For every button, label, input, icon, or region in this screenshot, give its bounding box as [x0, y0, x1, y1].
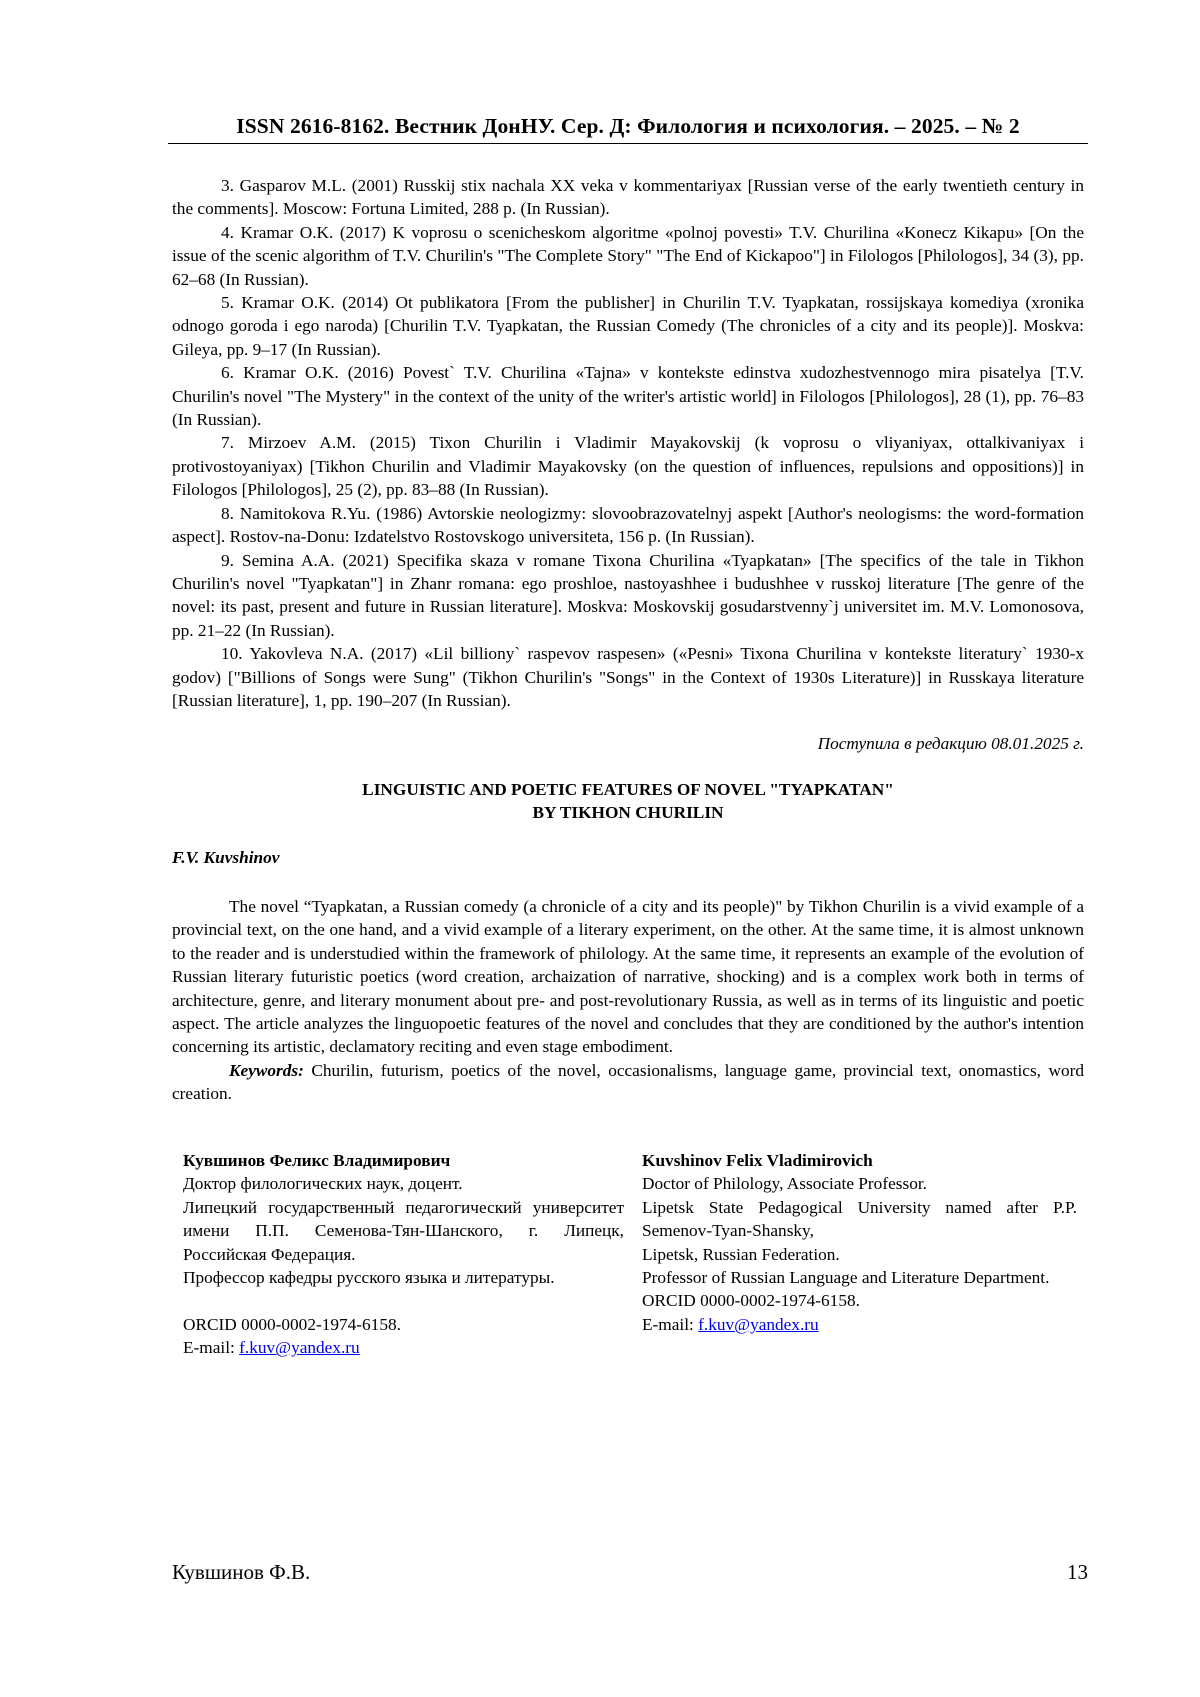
- page-number: 13: [1067, 1560, 1088, 1584]
- author-location-en: Lipetsk, Russian Federation.: [642, 1244, 840, 1264]
- reference-item: 5. Kramar O.K. (2014) Ot publikatora [From the publisher] in Churilin T.V. Tyapkatan, rossijskaya komediya (xronika odnogo goroda i ego naroda) [Churilin T.V. Tyapkatan, the Russian Comedy (The chronicles of a city and its people)]. Moskva: Gileya, pp. 9–17 (In Russian).: [172, 293, 1084, 359]
- keywords: [172, 1059, 1084, 1106]
- keywords-text: Churilin, futurism, poetics of the novel, occasionalisms, language game, provincial text, onomastics, word creation.: [172, 1060, 1084, 1104]
- author-position-en: Professor of Russian Language and Literature Department.: [642, 1268, 1050, 1288]
- author-email-en: [642, 1313, 1077, 1336]
- running-header: ISSN 2616-8162. Вестник ДонНУ. Сер. Д: Филология и психология. – 2025. – № 2: [236, 114, 1020, 138]
- author-email-ru: [183, 1336, 624, 1359]
- reference-item: 10. Yakovleva N.A. (2017) «Lil billiony` raspevov raspesen» («Pesni» Tixona Churilina v kontekste literatury` 1930-x godov) ["Billions of Songs were Sung" (Tikhon Churilin's "Songs" in the Context of 1930s Literature)] in Russkaya literature [Russian literature], 1, pp. 190–207 (In Russian).: [172, 644, 1084, 710]
- author-orcid-en: ORCID 0000-0002-1974-6158.: [642, 1291, 860, 1311]
- author-name-ru: Кувшинов Феликс Владимирович: [183, 1151, 451, 1170]
- email-label: E-mail:: [183, 1338, 240, 1358]
- article-title-line: BY TIKHON CHURILIN: [532, 803, 724, 823]
- author-degree-ru: Доктор филологических наук, доцент.: [183, 1174, 463, 1194]
- reference-list: [172, 174, 1084, 712]
- email-link[interactable]: f.kuv@yandex.ru: [239, 1338, 360, 1358]
- reference-item: 3. Gasparov M.L. (2001) Russkij stix nachala XX veka v kommentariyax [Russian verse of the early twentieth century in the comments]. Moscow: Fortuna Limited, 288 p. (In Russian).: [172, 176, 1084, 219]
- received-date: Поступила в редакцию 08.01.2025 г.: [817, 734, 1084, 753]
- author-position-ru: Профессор кафедры русского языка и литературы.: [183, 1268, 555, 1288]
- reference-item: 6. Kramar O.K. (2016) Povest` T.V. Churilina «Tajna» v kontekste edinstva xudozhestvennogo mira pisatelya [T.V. Churilin's novel "The Mystery" in the context of the unity of the writer's artistic world] in Filologos [Philologos], 28 (1), pp. 76–83 (In Russian).: [172, 363, 1084, 430]
- author-name-en: Kuvshinov Felix Vladimirovich: [642, 1151, 873, 1170]
- reference-item: 4. Kramar O.K. (2017) K voprosu o scenicheskom algoritme «polnoj povesti» T.V. Churilina «Konecz Kikapu» [On the issue of the scenic algorithm of T.V. Churilin's "The Complete Story" "The End of Kickapoo"] in Filologos [Philologos], 34 (3), pp. 62–68 (In Russian).: [172, 222, 1084, 289]
- author-info-ru: [183, 1149, 624, 1360]
- article-author: F.V. Kuvshinov: [172, 848, 280, 867]
- spacer: [183, 1289, 624, 1312]
- author-orcid-ru: ORCID 0000-0002-1974-6158.: [183, 1314, 401, 1334]
- header-rule: [168, 143, 1088, 144]
- reference-item: 7. Mirzoev A.M. (2015) Tixon Churilin i Vladimir Mayakovskij (k voprosu o vliyaniyax, ottalkivaniyax i protivostoyaniyax) [Tikhon Churilin and Vladimir Mayakovsky (on the question of influences, repulsions and oppositions)] in Filologos [Philologos], 25 (2), pp. 83–88 (In Russian).: [172, 433, 1084, 500]
- reference-item: 9. Semina A.A. (2021) Specifika skaza v romane Tixona Churilina «Tyapkatan» [The specifics of the tale in Tikhon Churilin's novel "Tyapkatan"] in Zhanr romana: ego proshloe, nastoyashhee i budushhee v russkoj literature [The genre of the novel: its past, present and future in Russian literature]. Moskva: Moskovskij gosudarstvenny`j universitet im. M.V. Lomonosova, pp. 21–22 (In Russian).: [172, 550, 1084, 640]
- author-affiliation-ru: Липецкий государственный педагогический университет имени П.П. Семенова-Тян-Шанского, г. Липецк, Российская Федерация.: [183, 1197, 624, 1264]
- footer-author: Кувшинов Ф.В.: [172, 1560, 311, 1584]
- author-affiliation-en: Lipetsk State Pedagogical University named after P.P. Semenov-Tyan-Shansky,: [642, 1197, 1077, 1241]
- author-info-en: [642, 1149, 1077, 1336]
- abstract-text: The novel “Tyapkatan, a Russian comedy (a chronicle of a city and its people)" by Tikhon Churilin is a vivid example of a provincial text, on the one hand, and a vivid example of a literary experiment, on the other. At the same time, it is almost unknown to the reader and is understudied within the framework of philology. At the same time, it represents an example of the evolution of Russian literary futuristic poetics (word creation, archaization of narrative, shocking) and is a complex work both in terms of architecture, genre, and literary monument about pre- and post-revolutionary Russia, as well as in terms of its linguistic and poetic aspect. The article analyzes the linguopoetic features of the novel and concludes that they are conditioned by the author's intention concerning its artistic, declamatory reciting and even stage embodiment.: [172, 897, 1084, 1057]
- reference-item: 8. Namitokova R.Yu. (1986) Avtorskie neologizmy: slovoobrazovatelnyj aspekt [Author's neologisms: the word-formation aspect]. Rostov-na-Donu: Izdatelstvo Rostovskogo universiteta, 156 p. (In Russian).: [172, 503, 1084, 547]
- author-degree-en: Doctor of Philology, Associate Professor.: [642, 1174, 927, 1194]
- email-link[interactable]: f.kuv@yandex.ru: [698, 1314, 819, 1334]
- abstract: [172, 895, 1084, 1106]
- article-title-line: LINGUISTIC AND POETIC FEATURES OF NOVEL "TYAPKATAN": [362, 780, 894, 799]
- article-title: [172, 778, 1084, 825]
- keywords-label: Keywords:: [229, 1060, 304, 1080]
- email-label: E-mail:: [642, 1314, 699, 1334]
